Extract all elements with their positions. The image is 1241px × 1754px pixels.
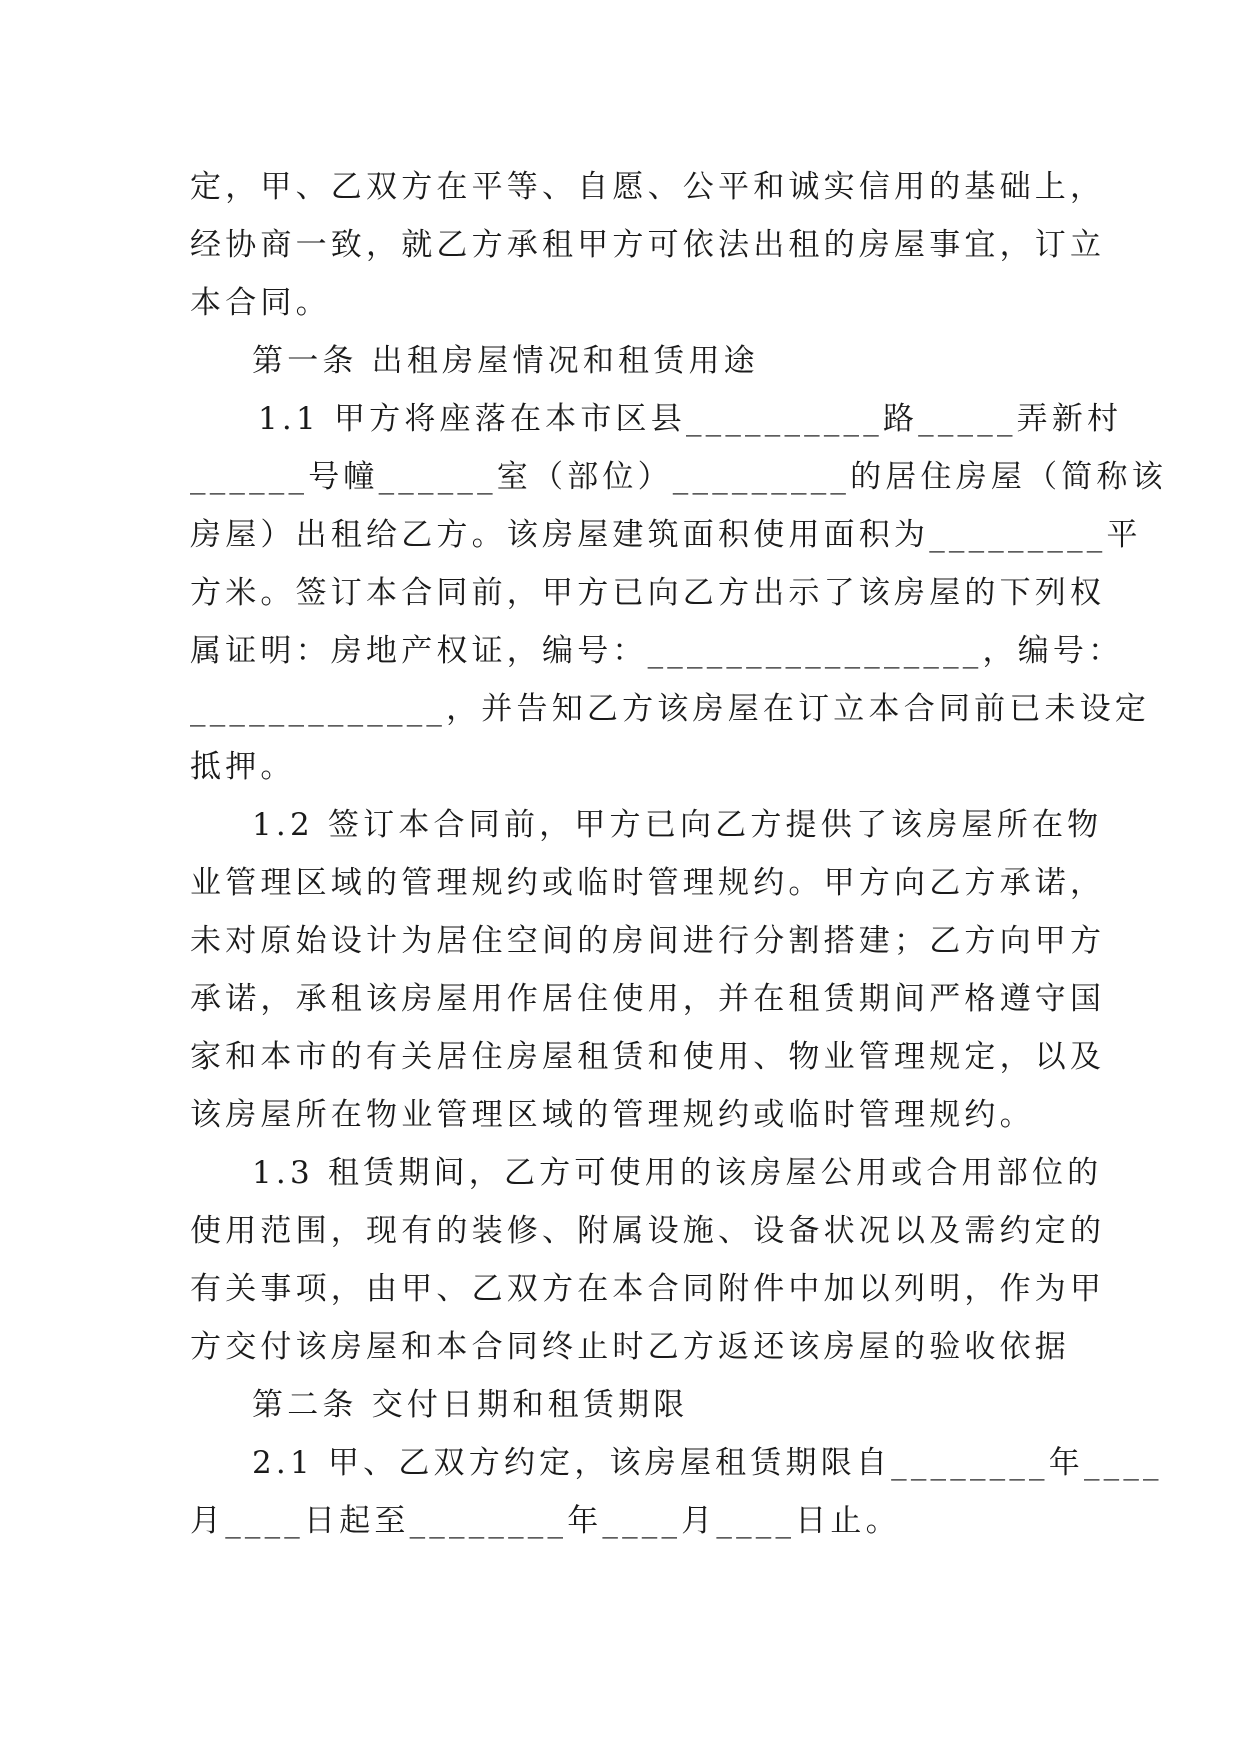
paragraph-line: 承诺，承租该房屋用作居住使用，并在租赁期间严格遵守国	[190, 981, 1106, 1017]
clause-line: 2.1 甲、乙双方约定，该房屋租赁期限自________年____	[252, 1445, 1163, 1481]
paragraph-line: 未对原始设计为居住空间的房间进行分割搭建；乙方向甲方	[190, 923, 1106, 959]
paragraph-line: 该房屋所在物业管理区域的管理规约或临时管理规约。	[190, 1097, 1035, 1133]
paragraph-line: 属证明：房地产权证，编号：_________________，编号：	[190, 633, 1124, 669]
paragraph-line: 有关事项，由甲、乙双方在本合同附件中加以列明，作为甲	[190, 1271, 1106, 1307]
paragraph-line: 定，甲、乙双方在平等、自愿、公平和诚实信用的基础上，	[190, 169, 1106, 205]
clause-line: 1.3 租赁期间，乙方可使用的该房屋公用或合用部位的	[252, 1155, 1103, 1191]
paragraph-line: _____________，并告知乙方该房屋在订立本合同前已未设定	[190, 691, 1151, 727]
paragraph-line: 抵押。	[190, 749, 296, 785]
contract-page	[190, 158, 1167, 1550]
paragraph-line: 本合同。	[190, 285, 331, 321]
article-heading: 第二条 交付日期和租赁期限	[252, 1387, 689, 1423]
paragraph-line: 月____日起至________年____月____日止。	[190, 1503, 901, 1539]
paragraph-line: 业管理区域的管理规约或临时管理规约。甲方向乙方承诺，	[190, 865, 1106, 901]
paragraph-line: 使用范围，现有的装修、附属设施、设备状况以及需约定的	[190, 1213, 1106, 1249]
paragraph-line: 房屋）出租给乙方。该房屋建筑面积使用面积为_________平	[190, 517, 1142, 553]
article-heading: 第一条 出租房屋情况和租赁用途	[252, 343, 759, 379]
clause-line: 1.2 签订本合同前，甲方已向乙方提供了该房屋所在物	[252, 807, 1103, 843]
paragraph-line: 方交付该房屋和本合同终止时乙方返还该房屋的验收依据	[190, 1329, 1070, 1365]
paragraph-line: ______号幢______室（部位）_________的居住房屋（简称该	[190, 459, 1167, 495]
clause-line: 1.1 甲方将座落在本市区县__________路_____弄新村	[258, 401, 1123, 437]
paragraph-line: 经协商一致，就乙方承租甲方可依法出租的房屋事宜，订立	[190, 227, 1106, 263]
paragraph-line: 方米。签订本合同前，甲方已向乙方出示了该房屋的下列权	[190, 575, 1106, 611]
paragraph-line: 家和本市的有关居住房屋租赁和使用、物业管理规定，以及	[190, 1039, 1106, 1075]
